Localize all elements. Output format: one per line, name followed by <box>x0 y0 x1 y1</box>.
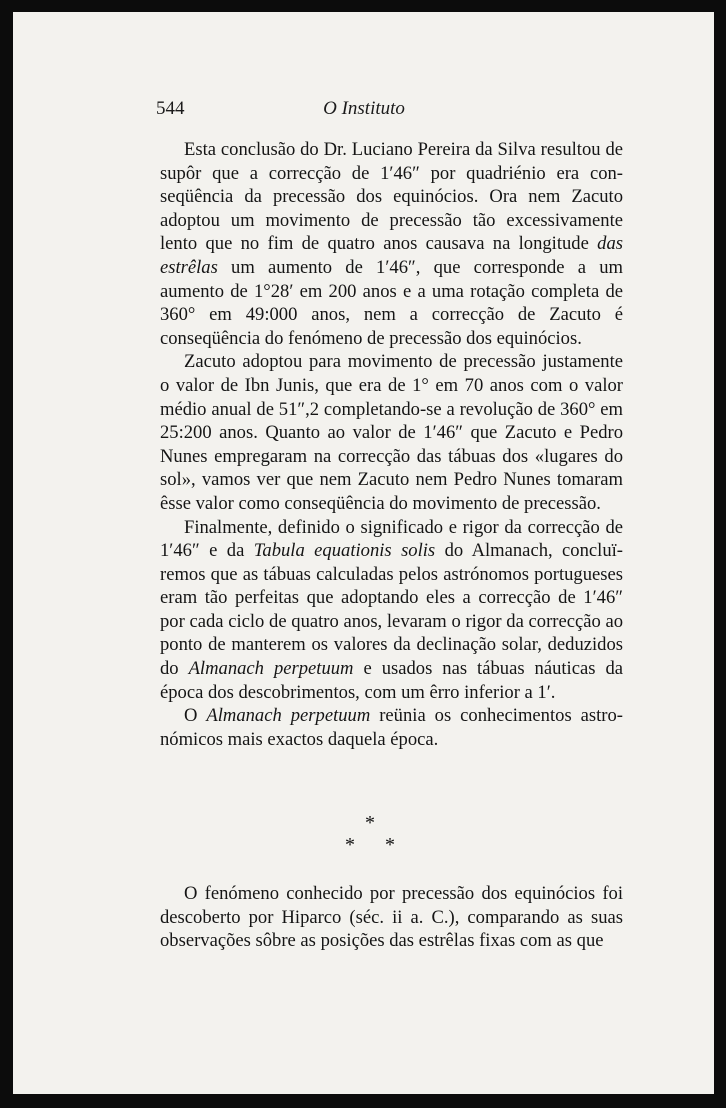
page-number: 544 <box>156 98 185 119</box>
asterisk-right: * <box>385 834 395 856</box>
italic-title: Tabula equationis solis <box>253 540 436 562</box>
body-text <box>160 138 623 751</box>
paragraph-1 <box>160 138 623 350</box>
paragraph-4 <box>160 704 623 751</box>
italic-title: Almanach perpetuum <box>188 658 354 680</box>
closing-section <box>160 882 623 953</box>
running-title: O Instituto <box>323 98 405 119</box>
asterisk-left: * <box>345 834 355 856</box>
text-run: Zacuto adoptou para movimento de precessão justamente o valor de Ibn Junis, que era de 1° em 70 anos com o valor médio anual de 51″,2 completando-se a revolução de 360° em 25:200 anos. Quanto ao valor de 1′46″ que Zacuto e Pedro Nunes empregaram na correcção das tábuas dos «lugares do sol», vamos ver que nem Zacuto nem Pedro Nunes tomaram êsse valor como conseqüência do movimento de precessão. <box>160 351 623 514</box>
paragraph-2 <box>160 350 623 515</box>
italic-title: Almanach perpetuum <box>206 705 371 727</box>
text-run: do Almanach, concluïremos que as tábuas calculadas pelos astrónomos portugueses eram tão perfeitas que adoptando eles a correcção de 1′46″ por cada ciclo de quatro anos, levaram o rigor da correcção ao ponto de manterem os valores da declinação solar, deduzidos do <box>160 540 623 680</box>
page-header <box>156 98 572 128</box>
text-run: e usados nas tábuas náuticas da época dos descobrimentos, com um êrro inferior a 1′. <box>160 658 623 703</box>
asterisk-top: * <box>365 812 375 834</box>
italic-title: das estrêlas <box>160 233 623 278</box>
asterism-divider <box>343 812 403 862</box>
text-run: O <box>184 705 207 727</box>
book-page <box>13 12 714 1094</box>
text-run: reünia os conhecimentos astronómicos mais exactos daquela época. <box>160 705 623 750</box>
text-run: um aumento de 1′46″, que corresponde a um aumento de 1°28′ em 200 anos e a uma rotação completa de 360° em 49:000 anos, nem a correcção de Zacuto é conseqüência do fenómeno de precessão dos equinócios. <box>160 256 623 349</box>
closing-paragraph: O fenómeno conhecido por precessão dos equinócios foi descoberto por Hiparco (séc. ii a. C.), comparando as suas observações sôbre as posições das estrêlas fixas com as que <box>160 883 623 952</box>
text-run: Finalmente, definido o significado e rigor da correcção de 1′46″ e da <box>160 516 623 562</box>
paragraph-3 <box>160 516 623 705</box>
text-run: Esta conclusão do Dr. Luciano Pereira da Silva resultou de supôr que a correcção de 1′46″ por quadriénio era conseqüência da precessão dos equinócios. Ora nem Zacuto adoptou um movimento de precessão tão excessivamente lento que no fim de quatro anos causava na longitude <box>160 139 623 255</box>
